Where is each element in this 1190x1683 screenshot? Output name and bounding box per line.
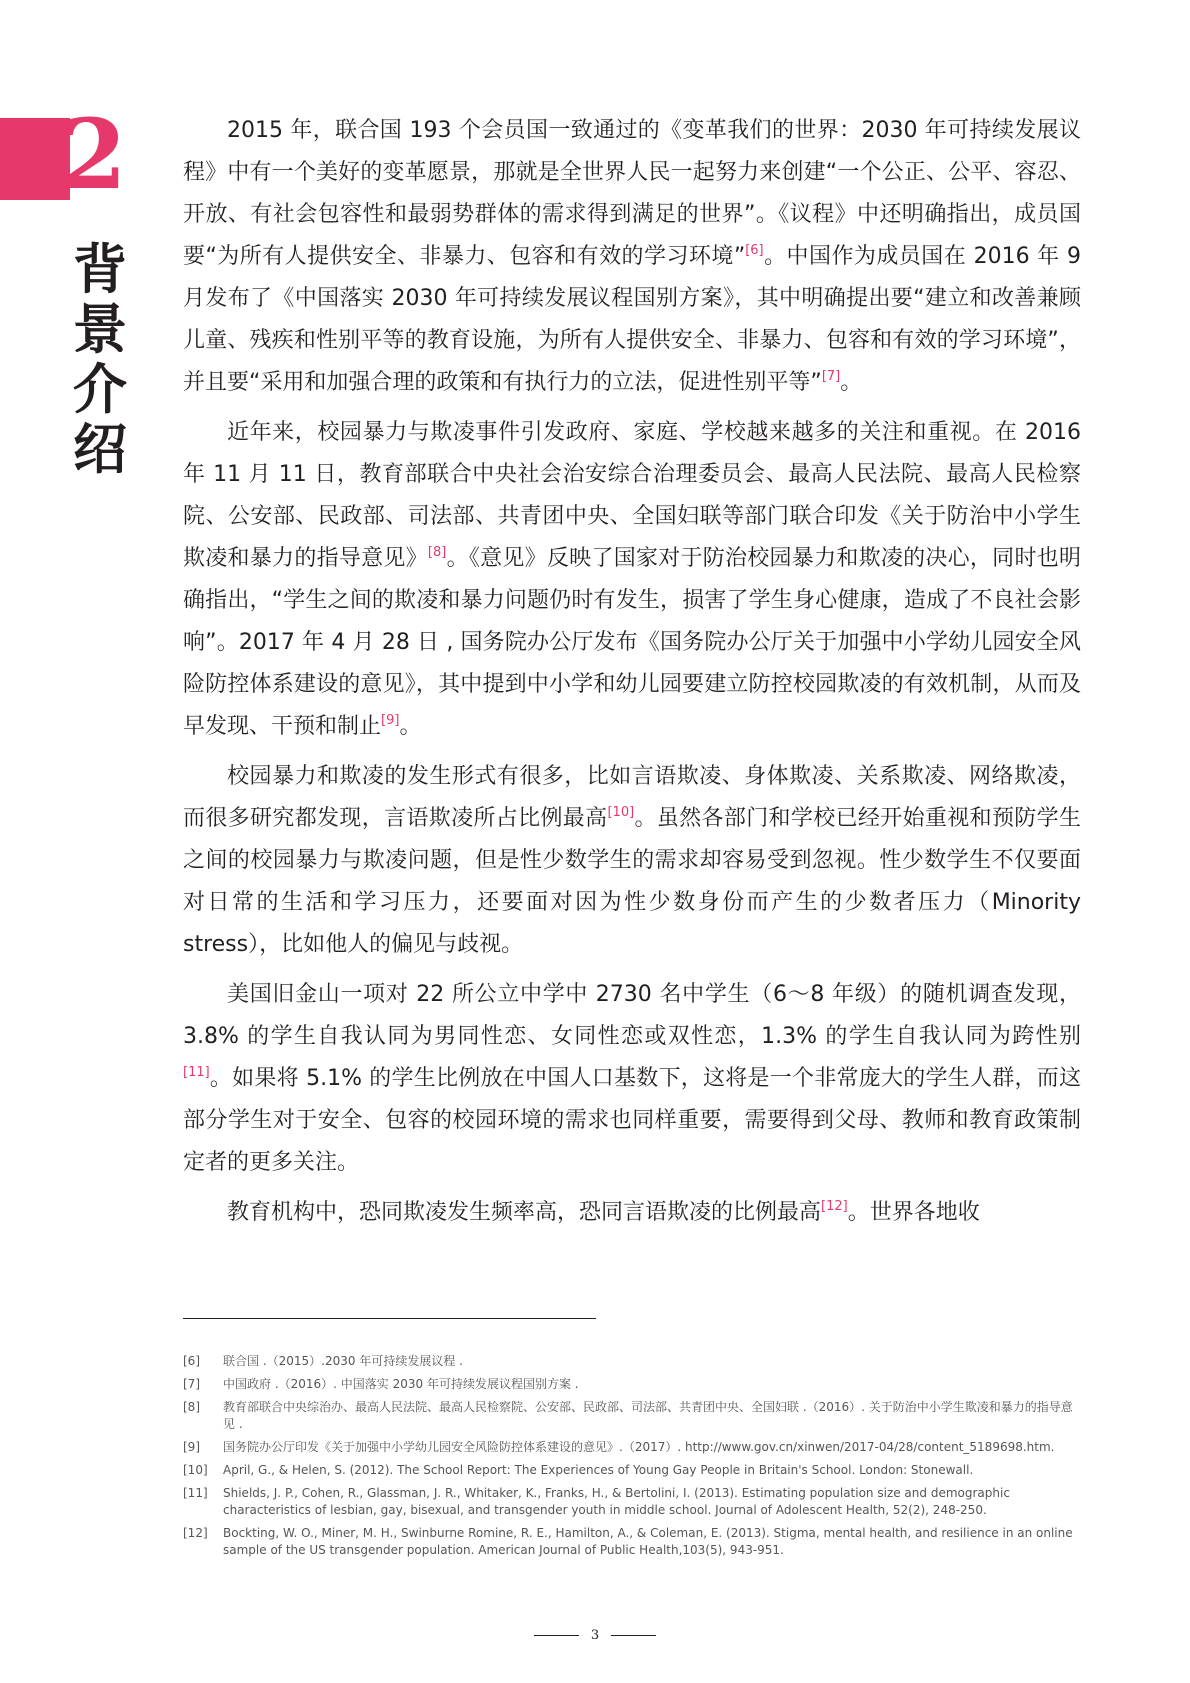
footnote-text: April, G., & Helen, S. (2012). The School Report: The Experiences of Young Gay People in Britain's School. London: Stonewall. (223, 1463, 974, 1477)
citation-ref: [8] (427, 545, 447, 560)
citation-ref: [12] (821, 1199, 848, 1214)
footnote-text: 教育部联合中央综治办、最高人民法院、最高人民检察院、公安部、民政部、司法部、共青团中央、全国妇联 .（2016）. 关于防治中小学生欺凌和暴力的指导意见 . (223, 1400, 1073, 1431)
paragraph-text: 。 (840, 370, 863, 395)
paragraph-text: 。虽然各部门和学校已经开始重视和预防学生之间的校园暴力与欺凌问题，但是性少数学生的需求却容易受到忽视。性少数学生不仅要面对日常的生活和学习压力，还要面对因为性少数身份而产生的少数者压力（Minority stress），比如他人的偏见与歧视。 (183, 806, 1081, 957)
paragraph-text: 2015 年，联合国 193 个会员国一致通过的《变革我们的世界：2030 年可持续发展议程》中有一个美好的变革愿景，那就是全世界人民一起努力来创建“一个公正、公平、容忍、开放、有社会包容性和最弱势群体的需求得到满足的世界”。《议程》中还明确指出，成员国要“为所有人提供安全、非暴力、包容和有效的学习环境” (183, 118, 1081, 269)
footnote-item (183, 1399, 1081, 1433)
page-footer (0, 1628, 1190, 1643)
chapter-number: 2 (60, 98, 127, 211)
body-paragraph (183, 756, 1081, 966)
footnote-number: [12] (183, 1526, 208, 1540)
page-number: 3 (590, 1628, 600, 1643)
footnote-item (183, 1376, 1081, 1393)
citation-ref: [7] (821, 369, 841, 384)
footnote-number: [11] (183, 1486, 208, 1500)
footnote-number: [7] (183, 1377, 200, 1391)
paragraph-text: 近年来，校园暴力与欺凌事件引发政府、家庭、学校越来越多的关注和重视。在 2016 年 11 月 11 日，教育部联合中央社会治安综合治理委员会、最高人民法院、最高人民检察院、公安部、民政部、司法部、共青团中央、全国妇联等部门联合印发《关于防治中小学生欺凌和暴力的指导意见》 (183, 420, 1081, 571)
footnote-text: 联合国 .（2015）.2030 年可持续发展议程 . (223, 1354, 463, 1368)
footnote-item (183, 1439, 1081, 1456)
citation-ref: [10] (607, 805, 635, 820)
body-paragraph (183, 412, 1081, 748)
citation-ref: [9] (381, 713, 400, 728)
footnote-divider (183, 1318, 596, 1319)
paragraph-text: 校园暴力和欺凌的发生形式有很多，比如言语欺凌、身体欺凌、关系欺凌、网络欺凌，而很多研究都发现，言语欺凌所占比例最高 (183, 764, 1081, 831)
paragraph-text: 美国旧金山一项对 22 所公立中学中 2730 名中学生（6～8 年级）的随机调查发现，3.8% 的学生自我认同为男同性恋、女同性恋或双性恋，1.3% 的学生自我认同为跨性别 (183, 982, 1081, 1049)
paragraph-text: 。 (399, 714, 422, 739)
footnote-text: Bockting, W. O., Miner, M. H., Swinburne Romine, R. E., Hamilton, A., & Coleman, E. (2013). Stigma, mental health, and resilience in an online sample of the US transgender population. American Journal of Public Health,103(5), 943-951. (223, 1526, 1073, 1557)
footnote-item (183, 1353, 1081, 1370)
footnote-number: [6] (183, 1354, 200, 1368)
citation-ref: [11] (183, 1065, 210, 1080)
footnote-text: Shields, J. P., Cohen, R., Glassman, J. R., Whitaker, K., Franks, H., & Bertolini, I. (2013). Estimating population size and demographic characteristics of lesbian, gay, bisexual, and transgender youth in middle school. Journal of Adolescent Health, 52(2), 248-250. (223, 1486, 1010, 1517)
citation-ref: [6] (745, 243, 764, 258)
paragraph-text: 教育机构中，恐同欺凌发生频率高，恐同言语欺凌的比例最高 (227, 1200, 822, 1225)
body-paragraph (183, 974, 1081, 1184)
footnote-number: [9] (183, 1440, 200, 1454)
paragraph-text: 。如果将 5.1% 的学生比例放在中国人口基数下，这将是一个非常庞大的学生人群，而这部分学生对于安全、包容的校园环境的需求也同样重要，需要得到父母、教师和教育政策制定者的更多关注。 (183, 1066, 1081, 1175)
footnotes (183, 1353, 1081, 1565)
footnote-number: [10] (183, 1463, 208, 1477)
chapter-title: 背景介绍 (73, 238, 127, 481)
footnote-text: 国务院办公厅印发《关于加强中小学幼儿园安全风险防控体系建设的意见》.（2017）. http://www.gov.cn/xinwen/2017-04/28/content_5189698.htm. (223, 1440, 1055, 1454)
paragraph-text: 。《意见》反映了国家对于防治校园暴力和欺凌的决心，同时也明确指出，“学生之间的欺凌和暴力问题仍时有发生，损害了学生身心健康，造成了不良社会影响”。2017 年 4 月 28 日 , 国务院办公厅发布《国务院办公厅关于加强中小学幼儿园安全风险防控体系建设的意见》，其中提到中小学和幼儿园要建立防控校园欺凌的有效机制，从而及早发现、干预和制止 (183, 546, 1081, 739)
footnote-number: [8] (183, 1400, 200, 1414)
body-paragraph (183, 1192, 1081, 1234)
footer-rule-left (534, 1635, 579, 1636)
footer-rule-right (611, 1635, 656, 1636)
paragraph-text: 。中国作为成员国在 2016 年 9 月发布了《中国落实 2030 年可持续发展议程国别方案》，其中明确提出要“建立和改善兼顾儿童、残疾和性别平等的教育设施，为所有人提供安全、非暴力、包容和有效的学习环境”，并且要“采用和加强合理的政策和有执行力的立法，促进性别平等” (183, 244, 1082, 395)
footnote-item (183, 1462, 1081, 1479)
footnote-text: 中国政府 .（2016）. 中国落实 2030 年可持续发展议程国别方案 . (223, 1377, 579, 1391)
paragraph-text: 。世界各地收 (847, 1200, 980, 1225)
footnote-item (183, 1525, 1081, 1559)
body-paragraph (183, 110, 1081, 404)
footnote-item (183, 1485, 1081, 1519)
body-text (183, 110, 1081, 1242)
